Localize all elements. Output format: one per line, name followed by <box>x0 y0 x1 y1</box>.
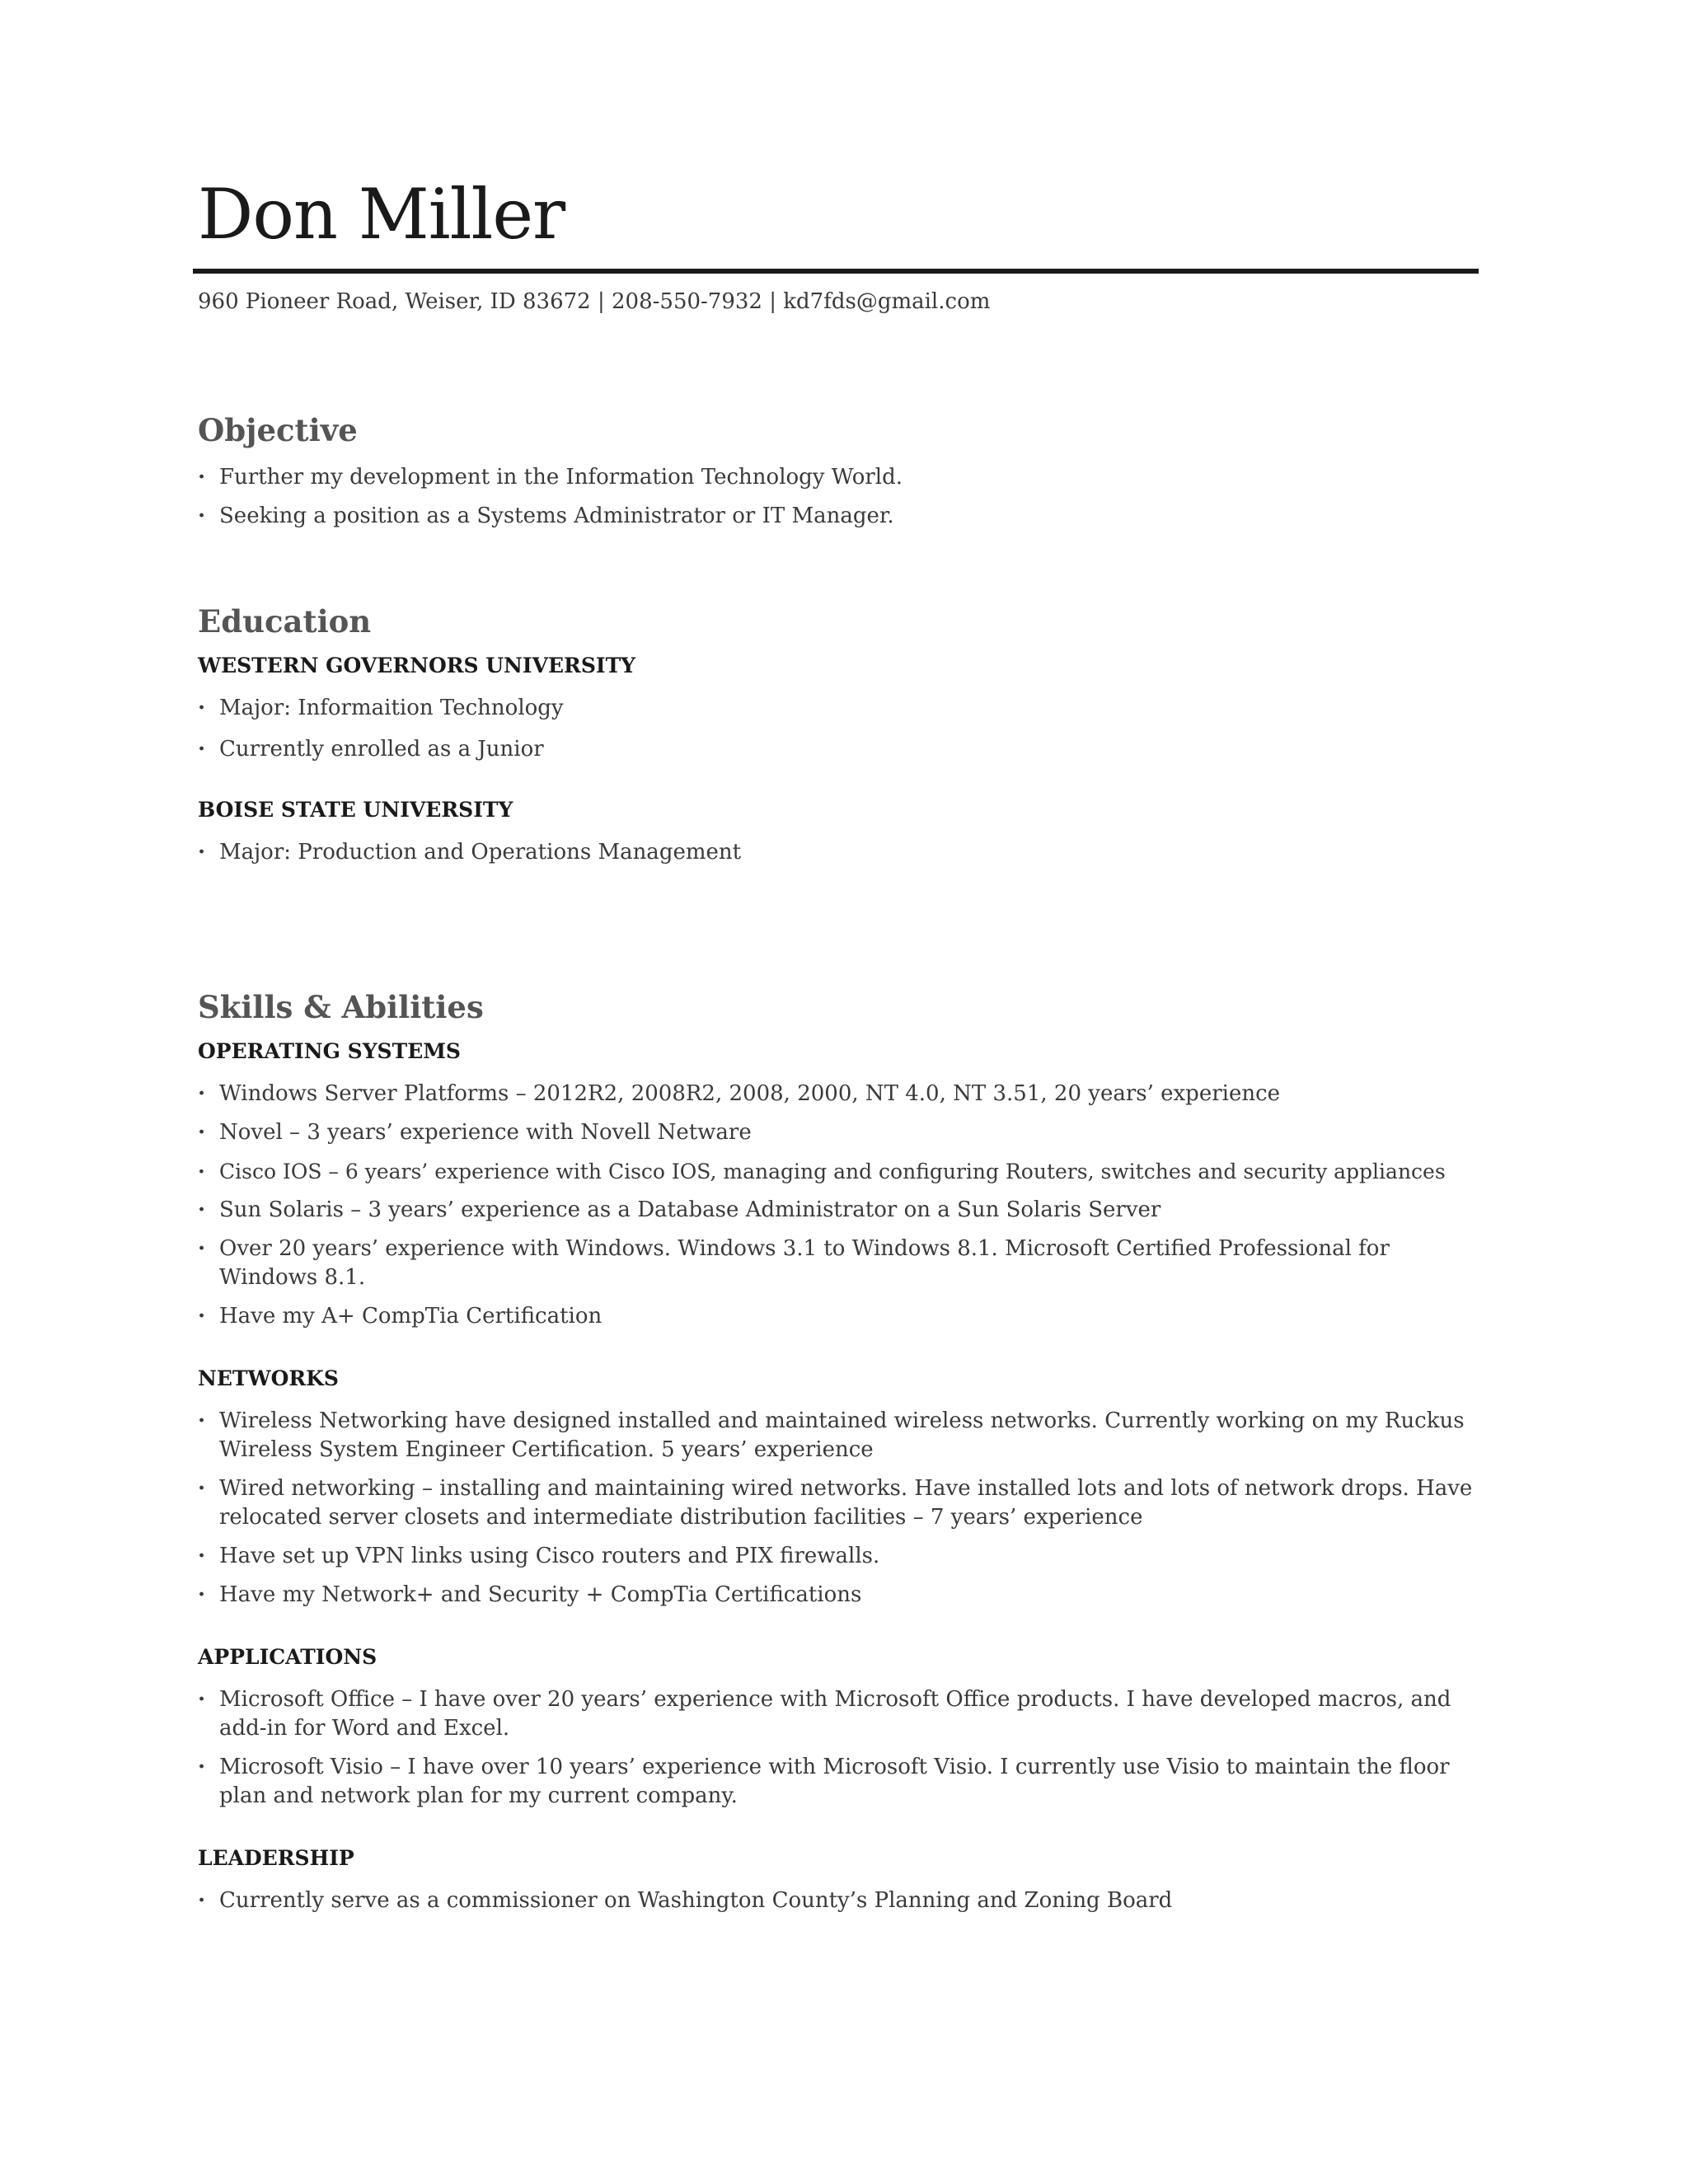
list-item: · Cisco IOS – 6 years’ experience with Cisco IOS, managing and configuring Routers, switches and security appliances <box>198 1157 1475 1186</box>
list-item: · Sun Solaris – 3 years’ experience as a Database Administrator on a Sun Solaris Server <box>198 1196 1475 1225</box>
skill-group-title: APPLICATIONS <box>198 1645 377 1669</box>
skill-group-title: LEADERSHIP <box>198 1846 354 1870</box>
list-item: · Currently serve as a commissioner on Washington County’s Planning and Zoning Board <box>198 1886 1475 1915</box>
skill-list-leadership <box>198 1886 1475 1915</box>
list-item: · Wired networking – installing and maintaining wired networks. Have installed lots and lots of network drops. Have relocated server closets and intermediate distribution facilities – 7 years’ experience <box>198 1474 1475 1532</box>
list-item: · Wireless Networking have designed installed and maintained wireless networks. Currently working on my Ruckus Wireless System Engineer Certification. 5 years’ experience <box>198 1407 1475 1465</box>
list-item: · Microsoft Visio – I have over 10 years’ experience with Microsoft Visio. I currently use Visio to maintain the floor plan and network plan for my current company. <box>198 1753 1475 1811</box>
list-item: · Windows Server Platforms – 2012R2, 2008R2, 2008, 2000, NT 4.0, NT 3.51, 20 years’ experience <box>198 1080 1475 1108</box>
list-item: · Have my A+ CompTia Certification <box>198 1302 1475 1331</box>
school-detail-list <box>198 694 1475 764</box>
objective-section <box>198 409 1475 531</box>
list-item: · Novel – 3 years’ experience with Novell Netware <box>198 1118 1475 1147</box>
list-item: · Currently enrolled as a Junior <box>198 735 1475 764</box>
school-detail-list <box>198 838 1475 867</box>
list-item: · Further my development in the Information Technology World. <box>198 463 1475 492</box>
section-title: Objective <box>198 412 358 448</box>
skill-list-applications <box>198 1685 1475 1811</box>
school-name: WESTERN GOVERNORS UNIVERSITY <box>198 654 636 677</box>
list-item: · Seeking a position as a Systems Administrator or IT Manager. <box>198 502 1475 531</box>
section-title: Skills & Abilities <box>198 989 484 1025</box>
section-title: Education <box>198 603 372 640</box>
list-item: · Have set up VPN links using Cisco routers and PIX firewalls. <box>198 1542 1475 1571</box>
list-item: · Major: Informaition Technology <box>198 694 1475 723</box>
list-item: · Microsoft Office – I have over 20 years’ experience with Microsoft Office products. I have developed macros, and add-in for Word and Excel. <box>198 1685 1475 1743</box>
objective-list <box>198 463 1475 531</box>
header-divider <box>193 269 1479 274</box>
education-section <box>198 600 1475 867</box>
resume-name: Don Miller <box>198 174 565 255</box>
skill-group-title: NETWORKS <box>198 1366 339 1390</box>
skill-list-networks <box>198 1407 1475 1610</box>
school-name: BOISE STATE UNIVERSITY <box>198 798 513 822</box>
list-item: · Have my Network+ and Security + CompTia Certifications <box>198 1581 1475 1610</box>
list-item: · Over 20 years’ experience with Windows. Windows 3.1 to Windows 8.1. Microsoft Certified Professional for Windows 8.1. <box>198 1235 1475 1292</box>
skill-list-operating-systems <box>198 1080 1475 1331</box>
contact-line: 960 Pioneer Road, Weiser, ID 83672 | 208-550-7932 | kd7fds@gmail.com <box>198 289 991 314</box>
list-item: · Major: Production and Operations Management <box>198 838 1475 867</box>
skill-group-title: OPERATING SYSTEMS <box>198 1039 461 1063</box>
skills-section <box>198 986 1475 1915</box>
